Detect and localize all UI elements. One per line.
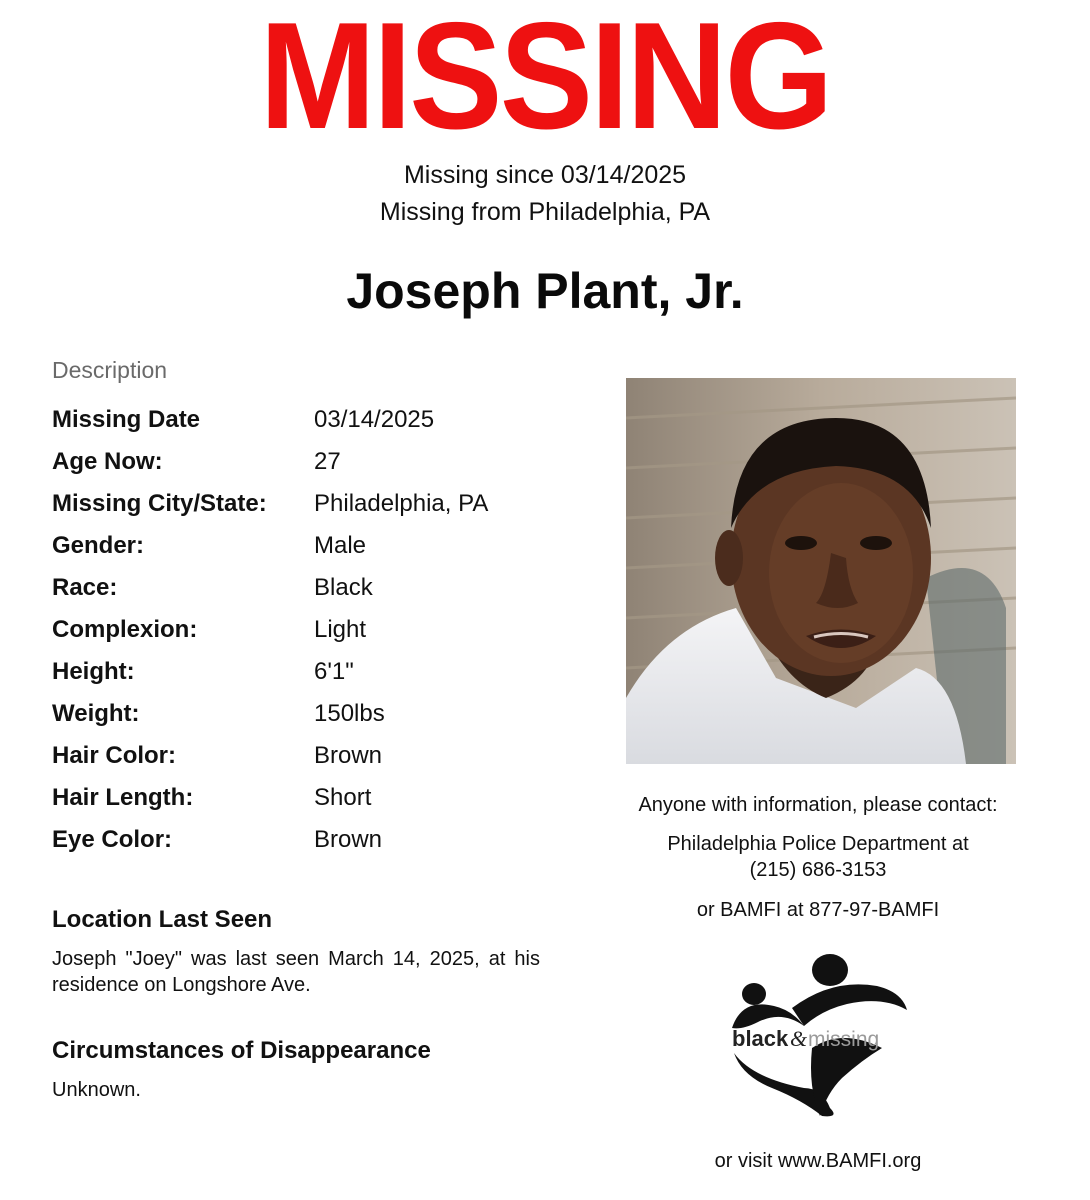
contact-intro: Anyone with information, please contact: — [638, 794, 998, 816]
detail-label: Gender: — [52, 532, 145, 559]
detail-value: 27 — [314, 448, 341, 475]
detail-label: Race: — [52, 574, 118, 601]
detail-value: Brown — [314, 742, 383, 769]
detail-value: Male — [314, 532, 367, 559]
missing-since-text: Missing since 03/14/2025 — [403, 161, 687, 189]
detail-value: Black — [314, 574, 373, 601]
location-heading: Location Last Seen — [52, 906, 273, 933]
detail-row-race — [52, 572, 572, 604]
detail-row-missing-date — [52, 404, 572, 436]
detail-row-age — [52, 446, 572, 478]
logo-text-black: black — [732, 1026, 789, 1051]
bamfi-logo — [712, 948, 912, 1118]
contact-phone: (215) 686-3153 — [749, 859, 887, 881]
detail-value: 150lbs — [314, 700, 385, 727]
logo-text-amp: & — [790, 1026, 808, 1051]
contact-bamfi: or BAMFI at 877-97-BAMFI — [696, 899, 940, 921]
circumstances-text: Unknown. — [52, 1079, 141, 1101]
detail-row-height — [52, 656, 572, 688]
detail-row-hair-length — [52, 782, 572, 814]
detail-label: Height: — [52, 658, 135, 685]
detail-value: Brown — [314, 826, 383, 853]
detail-row-eye-color — [52, 824, 572, 856]
detail-label: Weight: — [52, 700, 140, 727]
description-heading: Description — [52, 357, 168, 383]
detail-row-city-state — [52, 488, 572, 520]
location-text: Joseph "Joey" was last seen March 14, 2025, at his residence on Longshore Ave. — [52, 948, 540, 996]
detail-row-weight — [52, 698, 572, 730]
detail-value: Philadelphia, PA — [314, 490, 489, 517]
missing-from-text: Missing from Philadelphia, PA — [379, 198, 711, 226]
detail-label: Missing City/State: — [52, 490, 267, 517]
detail-label: Eye Color: — [52, 826, 173, 853]
website-link[interactable]: or visit www.BAMFI.org — [714, 1150, 922, 1172]
detail-value: 6'1" — [314, 658, 354, 685]
logo-text-missing: missing — [808, 1028, 880, 1051]
detail-label: Complexion: — [52, 616, 198, 643]
person-name: Joseph Plant, Jr. — [346, 263, 744, 319]
detail-label: Hair Length: — [52, 784, 194, 811]
detail-value: 03/14/2025 — [314, 406, 435, 433]
contact-agency: Philadelphia Police Department at — [667, 833, 969, 855]
detail-label: Missing Date — [52, 406, 201, 433]
detail-row-complexion — [52, 614, 572, 646]
detail-label: Hair Color: — [52, 742, 177, 769]
person-photo — [626, 378, 1016, 764]
detail-label: Age Now: — [52, 448, 163, 475]
missing-headline: MISSING — [259, 0, 831, 161]
circumstances-heading: Circumstances of Disappearance — [52, 1037, 431, 1064]
detail-row-gender — [52, 530, 572, 562]
detail-value: Short — [314, 784, 372, 811]
detail-row-hair-color — [52, 740, 572, 772]
detail-value: Light — [314, 616, 367, 643]
